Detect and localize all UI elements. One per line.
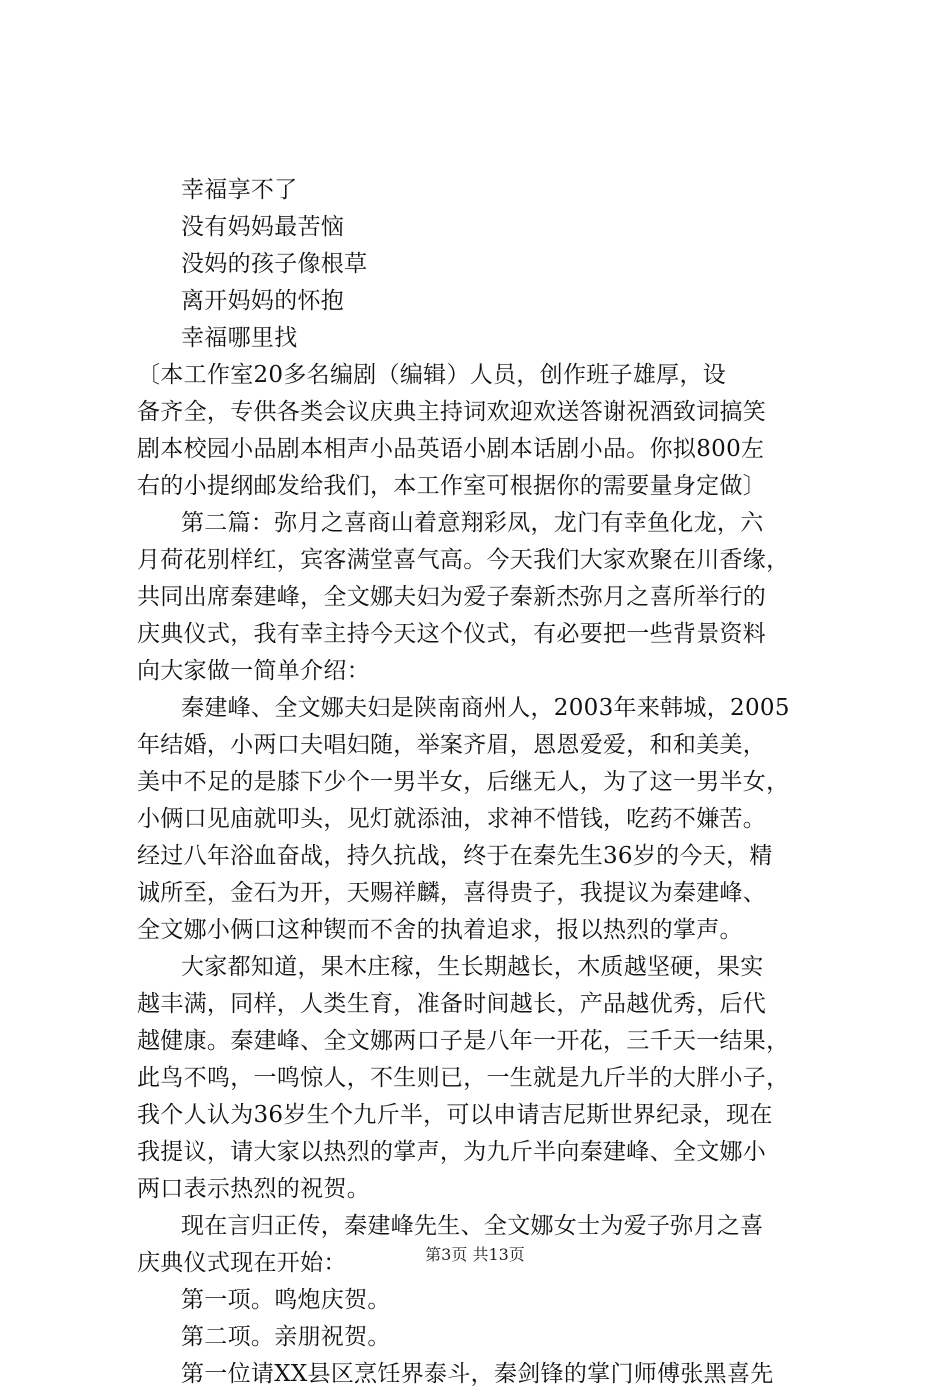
text-line: 庆典仪式，我有幸主持今天这个仪式，有必要把一些背景资料 [137, 621, 767, 647]
text-line: 〔本工作室20多名编剧（编辑）人员，创作班子雄厚，设 [137, 362, 727, 388]
text-line: 右的小提纲邮发给我们，本工作室可根据你的需要量身定做〕 [137, 473, 767, 499]
text-line: 年结婚，小两口夫唱妇随，举案齐眉，恩恩爱爱，和和美美， [137, 732, 767, 758]
text-line: 第二项。亲朋祝贺。 [181, 1324, 391, 1350]
text-line: 越丰满，同样，人类生育，准备时间越长，产品越优秀，后代 [137, 991, 767, 1017]
text-line: 小俩口见庙就叩头，见灯就添油，求神不惜钱，吃药不嫌苦。 [137, 806, 767, 832]
text-line: 剧本校园小品剧本相声小品英语小剧本话剧小品。你拟800左 [137, 436, 765, 462]
document-body [137, 172, 837, 1393]
text-line: 我提议，请大家以热烈的掌声，为九斤半向秦建峰、全文娜小 [137, 1139, 767, 1165]
text-line: 庆典仪式现在开始： [137, 1250, 347, 1276]
text-line: 没有妈妈最苦恼 [181, 214, 345, 240]
text-line: 向大家做一简单介绍： [137, 658, 370, 684]
text-line: 第二篇：弥月之喜商山着意翔彩凤，龙门有幸鱼化龙，六 [181, 510, 764, 536]
text-line: 两口表示热烈的祝贺。 [137, 1176, 370, 1202]
text-line: 月荷花别样红，宾客满堂喜气高。今天我们大家欢聚在川香缘， [137, 547, 790, 573]
text-line: 经过八年浴血奋战，持久抗战，终于在秦先生36岁的今天，精 [137, 843, 773, 869]
text-line: 此鸟不鸣，一鸣惊人，不生则已，一生就是九斤半的大胖小子， [137, 1065, 790, 1091]
text-line: 现在言归正传，秦建峰先生、全文娜女士为爱子弥月之喜 [181, 1213, 764, 1239]
text-line: 备齐全，专供各类会议庆典主持词欢迎欢送答谢祝酒致词搞笑 [137, 399, 767, 425]
text-line: 大家都知道，果木庄稼，生长期越长，木质越坚硬，果实 [181, 954, 764, 980]
text-line: 全文娜小俩口这种锲而不舍的执着追求，报以热烈的掌声。 [137, 917, 743, 943]
text-line: 我个人认为36岁生个九斤半，可以申请吉尼斯世界纪录，现在 [137, 1102, 773, 1128]
text-line: 美中不足的是膝下少个一男半女，后继无人，为了这一男半女， [137, 769, 790, 795]
text-line: 越健康。秦建峰、全文娜两口子是八年一开花，三千天一结果， [137, 1028, 790, 1054]
text-line: 第一位请XX县区烹饪界泰斗，秦剑锋的掌门师傅张黑喜先 [181, 1361, 774, 1387]
text-line: 幸福享不了 [181, 177, 298, 203]
text-line: 幸福哪里找 [181, 325, 298, 351]
text-line: 诚所至，金石为开，天赐祥麟，喜得贵子，我提议为秦建峰、 [137, 880, 767, 906]
page-footer: 第3页 共13页 [425, 1245, 525, 1264]
text-line: 共同出席秦建峰，全文娜夫妇为爱子秦新杰弥月之喜所举行的 [137, 584, 767, 610]
text-line: 第一项。鸣炮庆贺。 [181, 1287, 391, 1313]
text-line: 秦建峰、全文娜夫妇是陕南商州人，2003年来韩城，2005 [181, 695, 790, 721]
text-line: 没妈的孩子像根草 [181, 251, 368, 277]
text-line: 离开妈妈的怀抱 [181, 288, 345, 314]
